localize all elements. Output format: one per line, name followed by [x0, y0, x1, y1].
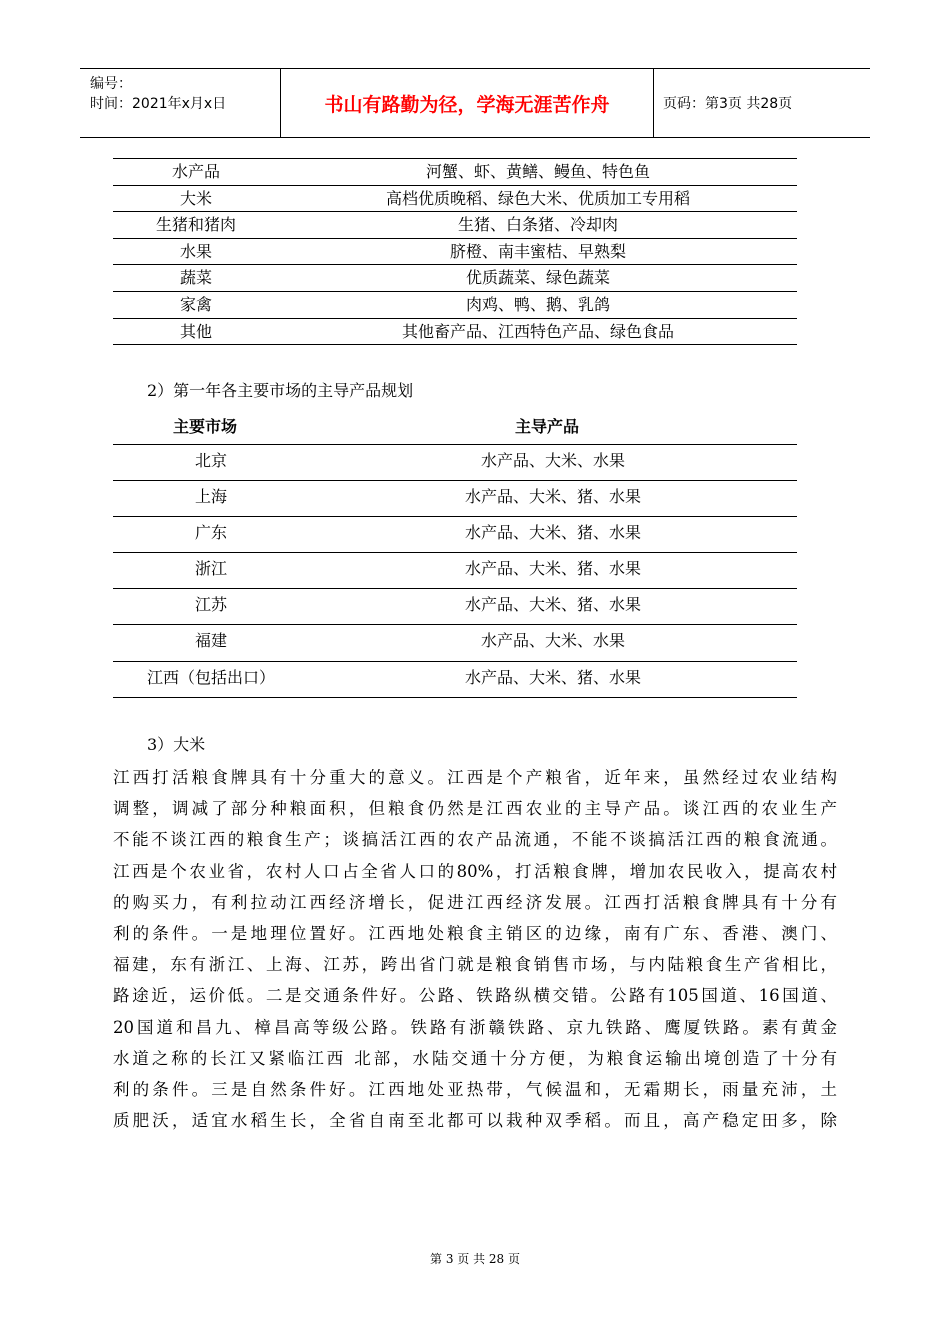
products-cell: 脐橙、南丰蜜桔、早熟梨	[449, 241, 626, 261]
paragraph-line: 水道之称的长江又紧临江西 北部，水陆交通十分方便，为粮食运输出境创造了十分有	[113, 1048, 837, 1068]
header-meta	[80, 69, 280, 137]
table-row	[113, 292, 797, 319]
paragraph-line: 20国道和昌九、樟昌高等级公路。铁路有浙赣铁路、京九铁路、鹰厦铁路。素有黄金	[113, 1017, 837, 1037]
products-cell: 水产品、大米、猪、水果	[464, 487, 641, 507]
paragraph-line: 的购买力，有利拉动江西经济增长，促进江西经济发展。江西打活粮食牌具有十分有	[113, 892, 837, 912]
paragraph-line: 调整，调减了部分种粮面积，但粮食仍然是江西农业的主导产品。谈江西的农业生产	[113, 799, 837, 819]
table-row	[113, 212, 797, 239]
market-table-header	[113, 408, 797, 445]
market-cell: 福建	[194, 631, 227, 651]
paragraph-line: 江西是个农业省，农村人口占全省人口的80%，打活粮食牌，增加农民收入，提高农村	[113, 861, 837, 881]
table-row	[113, 589, 797, 625]
table-row	[113, 625, 797, 661]
time-label: 时间：2021年x月x日	[90, 96, 227, 112]
category-cell: 家禽	[179, 294, 212, 314]
section-3-title: 3）大米	[147, 735, 206, 754]
products-cell: 水产品、大米、猪、水果	[464, 559, 641, 579]
products-cell: 优质蔬菜、绿色蔬菜	[465, 268, 610, 288]
market-cell: 浙江	[194, 559, 227, 579]
products-cell: 生猪、白条猪、冷却肉	[457, 215, 618, 235]
header-motto: 书山有路勤为径，学海无涯苦作舟	[280, 69, 654, 137]
paragraph-line: 利的条件。三是自然条件好。江西地处亚热带，气候温和，无霜期长，雨量充沛，土	[113, 1079, 837, 1099]
products-cell: 水产品、大米、猪、水果	[464, 523, 641, 543]
category-cell: 大米	[179, 188, 212, 208]
table-row	[113, 239, 797, 266]
header-products: 主导产品	[515, 417, 580, 436]
market-cell: 北京	[194, 451, 227, 470]
table-row	[113, 481, 797, 517]
market-cell: 江西（包括出口）	[146, 667, 275, 687]
category-cell: 水产品	[171, 162, 220, 181]
header-market: 主要市场	[173, 417, 238, 436]
products-cell: 其他畜产品、江西特色产品、绿色食品	[401, 321, 674, 341]
table-row	[113, 265, 797, 292]
paragraph-line: 利的条件。一是地理位置好。江西地处粮食主销区的边缘，南有广东、香港、澳门、	[113, 923, 837, 943]
table-row	[113, 445, 797, 481]
market-cell: 江苏	[194, 595, 227, 615]
table-row	[113, 319, 797, 346]
section-2-title: 2）第一年各主要市场的主导产品规划	[147, 381, 414, 400]
category-cell: 水果	[179, 241, 212, 261]
category-cell: 蔬菜	[179, 268, 212, 288]
rice-paragraph	[113, 762, 837, 1136]
paragraph-line: 不能不谈江西的粮食生产；谈搞活江西的农产品流通，不能不谈搞活江西的粮食流通。	[113, 830, 837, 850]
category-cell: 其他	[179, 321, 212, 341]
paragraph-line: 福建，东有浙江、上海、江苏，跨出省门就是粮食销售市场，与内陆粮食生产省相比，	[113, 955, 837, 975]
market-products-table	[113, 445, 797, 698]
products-cell: 肉鸡、鸭、鹅、乳鸽	[465, 294, 610, 314]
table-row	[113, 553, 797, 589]
paragraph-line: 路途近，运价低。二是交通条件好。公路、铁路纵横交错。公路有105国道、16国道、	[113, 986, 837, 1006]
market-cell: 上海	[194, 487, 227, 507]
page-header	[80, 68, 870, 138]
paragraph-line: 江西打活粮食牌具有十分重大的意义。江西是个产粮省，近年来，虽然经过农业结构	[113, 768, 837, 787]
paragraph-line: 质肥沃，适宜水稻生长，全省自南至北都可以栽种双季稻。而且，高产稳定田多，除	[113, 1111, 837, 1131]
category-cell: 生猪和猪肉	[155, 215, 236, 235]
table-row	[113, 158, 797, 186]
products-cell: 水产品、大米、水果	[480, 631, 625, 651]
market-cell: 广东	[194, 523, 227, 543]
products-cell: 河蟹、虾、黄鳝、鳗鱼、特色鱼	[425, 162, 650, 181]
products-cell: 高档优质晚稻、绿色大米、优质加工专用稻	[385, 188, 690, 208]
products-cell: 水产品、大米、猪、水果	[464, 595, 641, 615]
table-row	[113, 662, 797, 698]
table-row	[113, 517, 797, 553]
header-page-info: 页码：第3页 共28页	[663, 96, 793, 112]
products-cell: 水产品、大米、猪、水果	[464, 667, 641, 687]
products-cell: 水产品、大米、水果	[480, 451, 625, 470]
table-row	[113, 186, 797, 213]
number-label: 编号：	[90, 76, 132, 92]
page-footer: 第 3 页 共 28 页	[430, 1252, 520, 1266]
product-category-table	[113, 158, 797, 345]
